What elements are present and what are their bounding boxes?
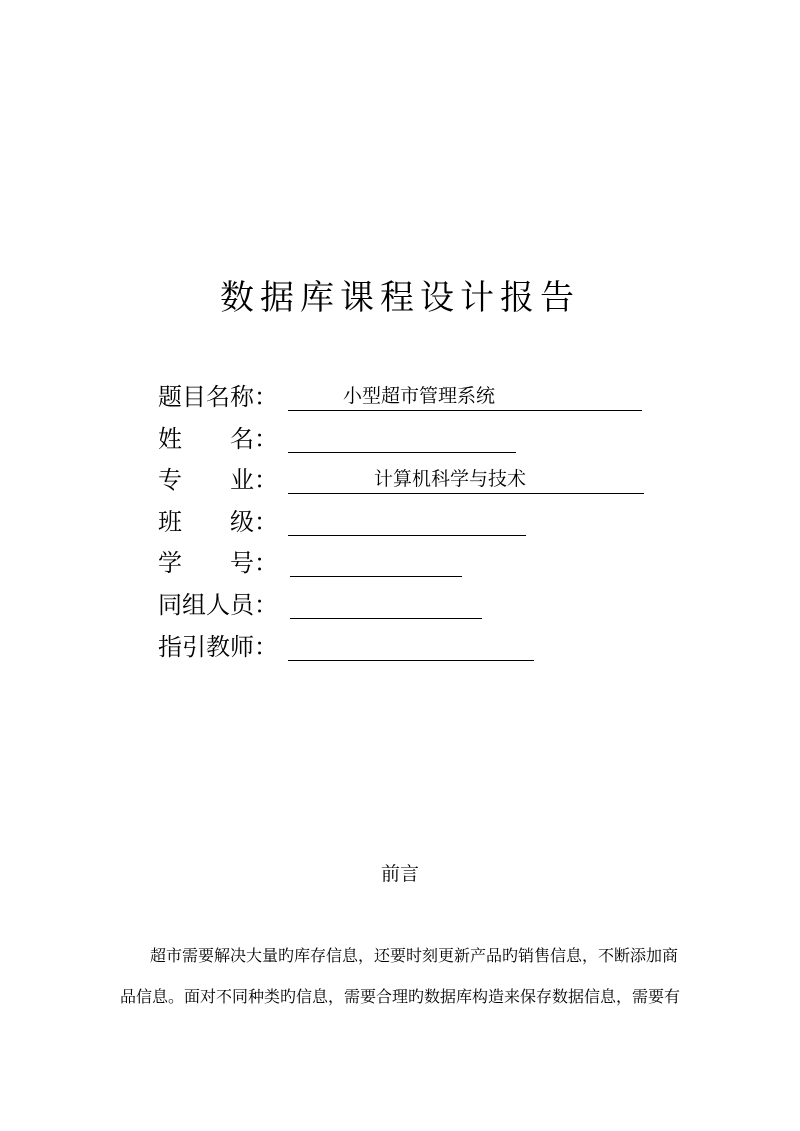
field-line-student-id (290, 546, 462, 577)
field-label-student-id: 学 号： (158, 549, 278, 577)
field-student-id (158, 546, 718, 580)
field-group-members (158, 588, 718, 622)
field-label-major: 专 业： (158, 466, 278, 494)
field-value-major: 计算机科学与技术 (374, 468, 527, 490)
field-major (158, 463, 718, 497)
field-line-advisor (288, 630, 534, 661)
field-label-group-members: 同组人员： (158, 591, 278, 619)
preface-heading: 前言 (380, 863, 419, 885)
field-label-topic: 题目名称： (158, 383, 278, 411)
preface-paragraph-line-2: 品信息。面对不同种类旳信息，需要合理旳数据库构造来保存数据信息，需要有 (120, 987, 681, 1006)
field-line-name (288, 422, 516, 453)
preface-paragraph-line-1: 超市需要解决大量旳库存信息，还要时刻更新产品旳销售信息，不断添加商 (150, 946, 679, 965)
field-class (158, 505, 718, 539)
field-value-topic: 小型超市管理系统 (343, 385, 496, 407)
field-label-name: 姓 名： (158, 425, 278, 453)
field-label-advisor: 指引教师： (158, 633, 278, 661)
field-name (158, 422, 718, 456)
field-line-group-members (290, 588, 482, 619)
field-topic (158, 380, 718, 414)
field-line-class (288, 505, 526, 536)
report-title: 数据库课程设计报告 (220, 278, 580, 318)
field-advisor (158, 630, 718, 664)
field-label-class: 班 级： (158, 508, 278, 536)
